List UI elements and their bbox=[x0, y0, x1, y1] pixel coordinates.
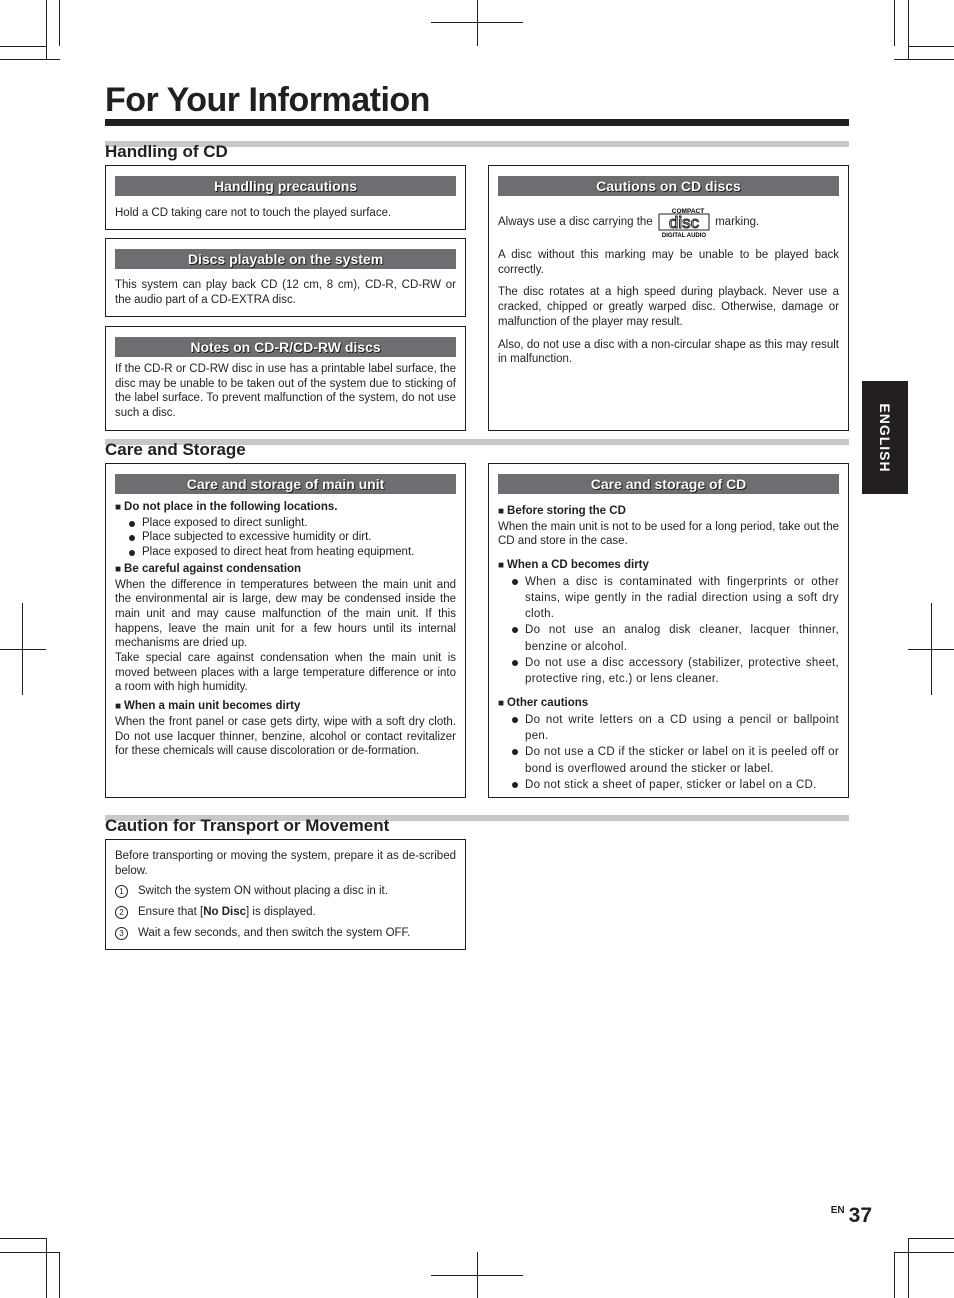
box-title: Care and storage of CD bbox=[498, 474, 839, 494]
title-rule bbox=[105, 119, 849, 126]
subheading: ■ Other cautions bbox=[498, 697, 589, 710]
logo-bottom-text: DIGITAL AUDIO bbox=[661, 233, 707, 238]
subheading: ■ When a CD becomes dirty bbox=[498, 559, 649, 572]
step-list bbox=[115, 884, 456, 940]
transport-box bbox=[105, 839, 466, 950]
box-text: Hold a CD taking care not to touch the played surface. bbox=[115, 207, 392, 219]
step-item: 3 Wait a few seconds, and then switch the system OFF. bbox=[115, 926, 456, 941]
notes-cdr-box bbox=[105, 326, 466, 431]
page-number-value: 37 bbox=[848, 1204, 872, 1227]
care-cd-box bbox=[488, 463, 849, 798]
marking-text-before: Always use a disc carrying the bbox=[498, 216, 653, 229]
list-item: Do not use an analog disk cleaner, lacquer thinner, benzine or alcohol. bbox=[512, 622, 839, 654]
section-care-storage bbox=[105, 439, 849, 459]
section-transport bbox=[105, 815, 849, 835]
box-title: Care and storage of main unit bbox=[115, 474, 456, 494]
page-prefix: EN bbox=[830, 1205, 845, 1216]
box-body bbox=[115, 500, 456, 759]
subheading: ■ Be careful against condensation bbox=[115, 562, 302, 575]
list-item: Do not use a disc accessory (stabilizer, protective sheet, protective ring, etc.) or lens cleaner. bbox=[512, 655, 839, 687]
language-tab-label: ENGLISH bbox=[877, 402, 893, 473]
marking-text-after: marking. bbox=[715, 216, 760, 229]
section-heading: Handling of CD bbox=[105, 142, 228, 161]
dirty-list bbox=[498, 574, 839, 687]
language-tab bbox=[862, 381, 908, 494]
list-item: Place subjected to excessive humidity or dirt. bbox=[129, 530, 456, 545]
step-item: 1 Switch the system ON without placing a disc in it. bbox=[115, 884, 456, 899]
paragraph: Take special care against condensation when the main unit is moved between places with a large temperature difference or into a room with high humidity. bbox=[115, 652, 456, 694]
compact-disc-logo-icon bbox=[658, 206, 710, 238]
box-body bbox=[498, 206, 839, 375]
section-heading: Caution for Transport or Movement bbox=[105, 816, 390, 835]
section-handling-cd bbox=[105, 141, 849, 161]
list-item: Do not use a CD if the sticker or label on it is peeled off or bond is overflowed around the sticker or label. bbox=[512, 744, 839, 776]
other-cautions-list bbox=[498, 712, 839, 793]
step-item: 2 Ensure that [No Disc] is displayed. bbox=[115, 905, 456, 920]
box-title: Notes on CD-R/CD-RW discs bbox=[115, 337, 456, 357]
subheading: ■ Before storing the CD bbox=[498, 505, 626, 517]
marking-line bbox=[498, 206, 839, 238]
list-item: When a disc is contaminated with fingerprints or other stains, wipe gently in the radial direction using a soft dry cloth. bbox=[512, 574, 839, 623]
paragraph: When the front panel or case gets dirty, wipe with a soft dry cloth. Do not use lacquer thinner, benzine, alcohol or contact revitalizer for these chemicals will cause discoloration or de-formation. bbox=[115, 715, 456, 758]
page-title: For Your Information bbox=[105, 81, 430, 119]
box-title: Discs playable on the system bbox=[115, 249, 456, 269]
box-text: This system can play back CD (12 cm, 8 cm), CD-R, CD-RW or the audio part of a CD-EXTRA disc. bbox=[115, 279, 456, 306]
logo-top-text: COMPACT bbox=[671, 208, 705, 215]
caution-paragraph: The disc rotates at a high speed during playback. Never use a cracked, chipped or greatly warped disc. Otherwise, damage or malfunction of the player may result. bbox=[498, 286, 839, 328]
box-body bbox=[498, 504, 839, 793]
list-item: Do not stick a sheet of paper, sticker or label on a CD. bbox=[512, 777, 839, 793]
subheading: ■ When a main unit becomes dirty bbox=[115, 700, 301, 713]
box-text: If the CD-R or CD-RW disc in use has a printable label surface, the disc may be unable to be taken out of the system due to sticking of the label surface. To prevent malfunction of the system, do not use such a disc. bbox=[115, 363, 456, 420]
caution-paragraph: A disc without this marking may be unable to be played back correctly. bbox=[498, 249, 839, 276]
list-item: Do not write letters on a CD using a pencil or ballpoint pen. bbox=[512, 712, 839, 744]
list-item: Place exposed to direct heat from heating equipment. bbox=[129, 545, 456, 560]
paragraph: When the difference in temperatures between the main unit and the environmental air is large, dew may be condensed inside the main unit and may cause malfunction of the main unit. If this happens, leave the main unit for a few hours until its internal mechanisms are dried up. bbox=[115, 578, 456, 650]
handling-precautions-box bbox=[105, 165, 466, 230]
box-body bbox=[115, 849, 456, 941]
box-title: Cautions on CD discs bbox=[498, 176, 839, 196]
section-heading: Care and Storage bbox=[105, 440, 246, 459]
paragraph: Before transporting or moving the system, prepare it as de-scribed below. bbox=[115, 850, 456, 877]
discs-playable-box bbox=[105, 238, 466, 317]
paragraph: When the main unit is not to be used for a long period, take out the CD and store in the case. bbox=[498, 520, 839, 548]
logo-mid-text: disc bbox=[668, 213, 700, 232]
care-main-unit-box bbox=[105, 463, 466, 798]
caution-paragraph: Also, do not use a disc with a non-circular shape as this may result in malfunction. bbox=[498, 338, 839, 366]
location-list bbox=[115, 516, 456, 560]
cautions-cd-box bbox=[488, 165, 849, 431]
page-number bbox=[831, 1204, 872, 1228]
subheading: ■ Do not place in the following locations. bbox=[115, 501, 338, 513]
box-title: Handling precautions bbox=[115, 176, 456, 196]
list-item: Place exposed to direct sunlight. bbox=[129, 516, 456, 531]
